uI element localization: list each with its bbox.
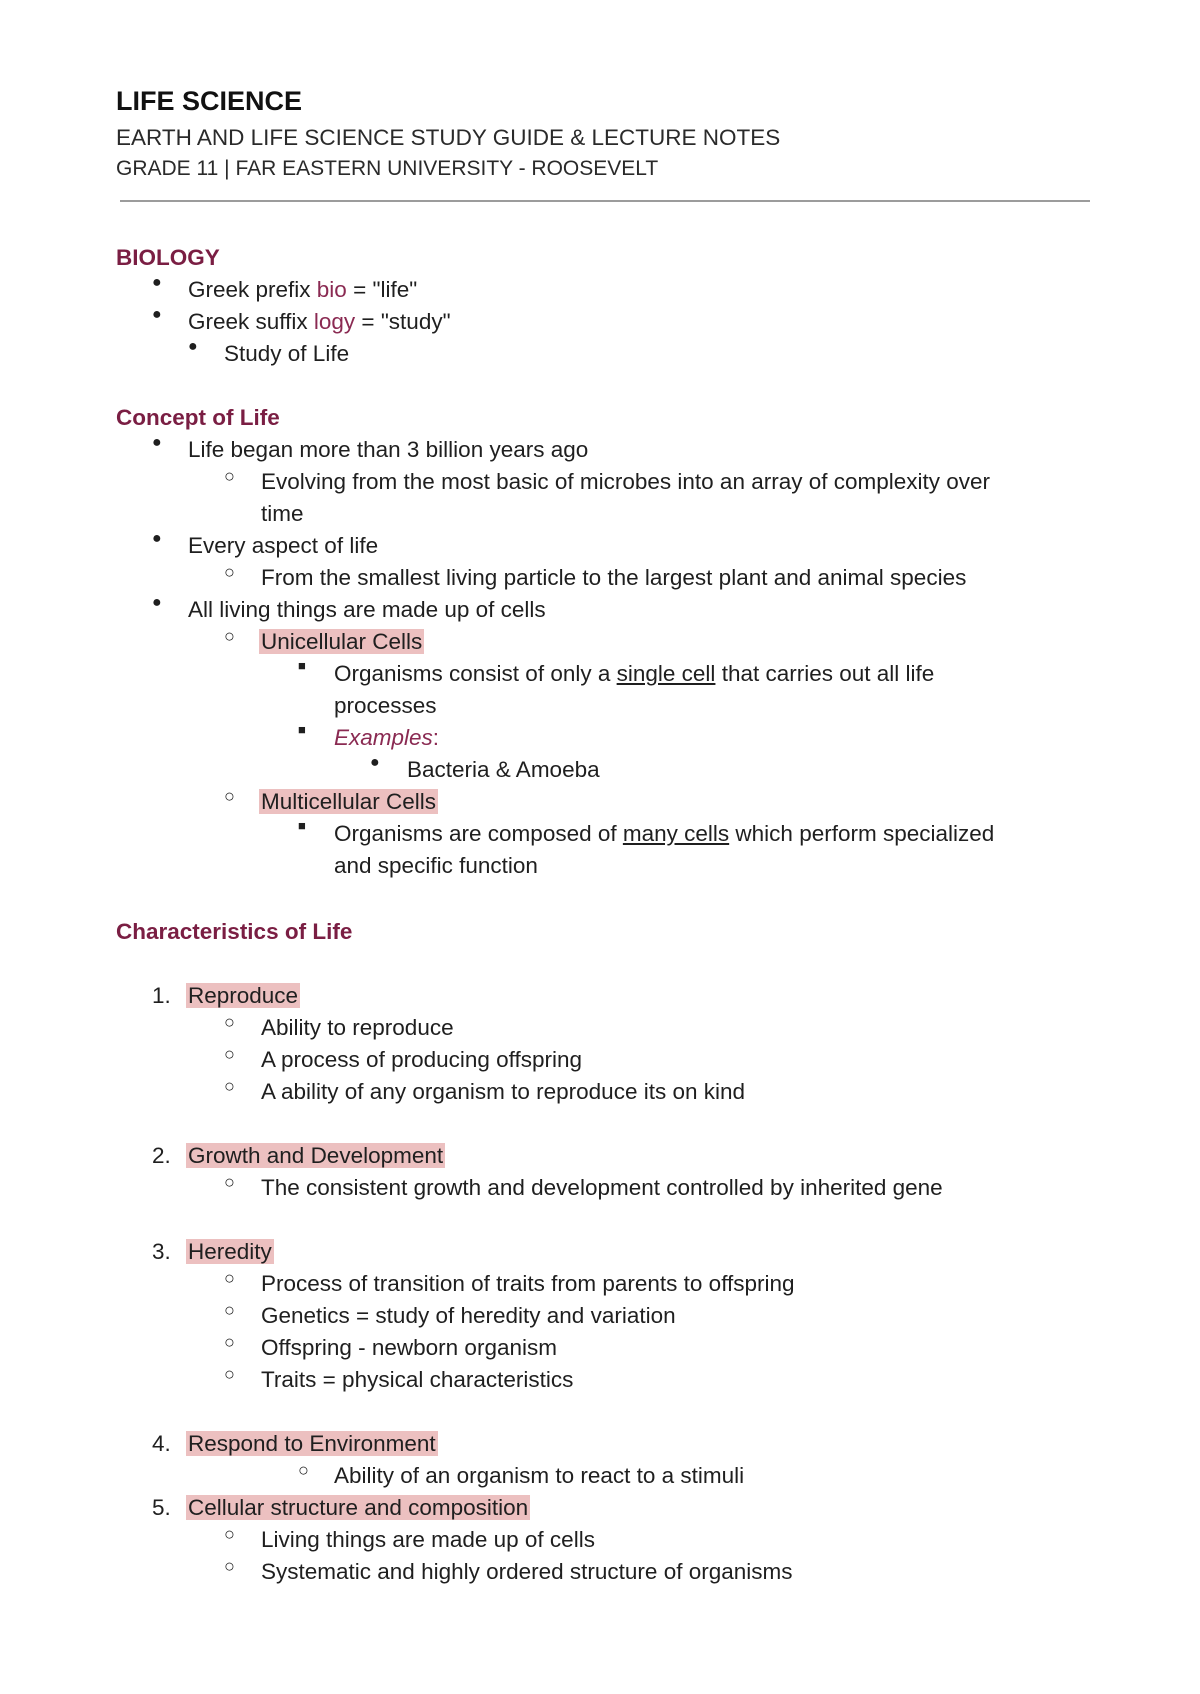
- list-item: Process of transition of traits from parents to offspring: [261, 1271, 795, 1296]
- list-item: [186, 980, 300, 1012]
- list-item: [186, 1428, 438, 1460]
- list-item: The consistent growth and development controlled by inherited gene: [261, 1175, 943, 1200]
- header-divider: [120, 200, 1090, 202]
- highlight-cellular: Cellular structure and composition: [188, 1495, 529, 1520]
- list-item: Offspring - newborn organism: [261, 1335, 557, 1360]
- underline-many-cells: many cells: [622, 821, 730, 846]
- bullet-circle-icon: ○: [224, 1044, 235, 1064]
- bullet-disc-icon: ●: [188, 338, 198, 355]
- bullet-circle-icon: ○: [224, 1332, 235, 1352]
- list-item: [186, 1492, 530, 1524]
- list-item: Greek suffix logy = "study": [188, 309, 451, 334]
- bullet-circle-icon: ○: [224, 1300, 235, 1320]
- list-item-continuation: time: [261, 501, 304, 526]
- list-number: 5.: [152, 1495, 171, 1520]
- list-item: Traits = physical characteristics: [261, 1367, 574, 1392]
- document-subtitle: EARTH AND LIFE SCIENCE STUDY GUIDE & LECTURE NOTES: [116, 125, 781, 150]
- list-item: Organisms consist of only a single cell that carries out all life: [334, 661, 935, 686]
- bullet-circle-icon: ○: [224, 466, 235, 486]
- list-item: Ability of an organism to react to a stimuli: [334, 1463, 745, 1488]
- highlight-growth: Growth and Development: [188, 1143, 444, 1168]
- list-item: Every aspect of life: [188, 533, 379, 558]
- highlight-reproduce: Reproduce: [188, 983, 299, 1008]
- section-heading-biology: BIOLOGY: [116, 245, 220, 270]
- bullet-circle-icon: ○: [224, 562, 235, 582]
- list-item: A ability of any organism to reproduce its on kind: [261, 1079, 746, 1104]
- highlight-heredity: Heredity: [188, 1239, 272, 1264]
- list-item-continuation: processes: [334, 693, 437, 718]
- list-number: 1.: [152, 983, 171, 1008]
- list-item: [186, 1140, 445, 1172]
- bullet-disc-icon: ●: [370, 754, 380, 771]
- underline-single-cell: single cell: [616, 661, 716, 686]
- section-heading-characteristics: Characteristics of Life: [116, 919, 353, 944]
- list-number: 4.: [152, 1431, 171, 1456]
- document-meta: GRADE 11 | FAR EASTERN UNIVERSITY - ROOSEVELT: [116, 157, 659, 180]
- term-bio: bio: [316, 277, 347, 302]
- list-item: Evolving from the most basic of microbes into an array of complexity over: [261, 469, 991, 494]
- list-item: Study of Life: [224, 341, 350, 366]
- list-number: 3.: [152, 1239, 171, 1264]
- list-item: From the smallest living particle to the largest plant and animal species: [261, 565, 967, 590]
- bullet-circle-icon: ○: [224, 1524, 235, 1544]
- list-item: Systematic and highly ordered structure of organisms: [261, 1559, 793, 1584]
- bullet-disc-icon: ●: [152, 594, 162, 611]
- bullet-circle-icon: ○: [298, 1460, 309, 1480]
- list-item: Examples:: [334, 725, 440, 750]
- list-item: Living things are made up of cells: [261, 1527, 595, 1552]
- highlight-unicellular: Unicellular Cells: [261, 629, 423, 654]
- bullet-square-icon: ■: [298, 722, 306, 737]
- term-logy: logy: [313, 309, 356, 334]
- list-item: Ability to reproduce: [261, 1015, 454, 1040]
- bullet-square-icon: ■: [298, 818, 306, 833]
- list-item: Genetics = study of heredity and variation: [261, 1303, 676, 1328]
- highlight-multicellular: Multicellular Cells: [261, 789, 437, 814]
- section-heading-concept: Concept of Life: [116, 405, 280, 430]
- bullet-circle-icon: ○: [224, 1556, 235, 1576]
- list-item: [186, 1236, 274, 1268]
- document-title: LIFE SCIENCE: [116, 86, 303, 116]
- bullet-square-icon: ■: [298, 658, 306, 673]
- bullet-circle-icon: ○: [224, 786, 235, 806]
- bullet-disc-icon: ●: [152, 274, 162, 291]
- list-item-continuation: and specific function: [334, 853, 538, 878]
- bullet-circle-icon: ○: [224, 1012, 235, 1032]
- list-item: All living things are made up of cells: [188, 597, 546, 622]
- list-item: Organisms are composed of many cells which perform specialized: [334, 821, 995, 846]
- bullet-circle-icon: ○: [224, 1364, 235, 1384]
- bullet-disc-icon: ●: [152, 530, 162, 547]
- list-item: [259, 786, 438, 818]
- list-item: Life began more than 3 billion years ago: [188, 437, 589, 462]
- list-item: [259, 626, 424, 658]
- list-item: Bacteria & Amoeba: [407, 757, 600, 782]
- bullet-circle-icon: ○: [224, 626, 235, 646]
- examples-label: Examples: [334, 725, 433, 750]
- bullet-circle-icon: ○: [224, 1076, 235, 1096]
- bullet-circle-icon: ○: [224, 1268, 235, 1288]
- bullet-circle-icon: ○: [224, 1172, 235, 1192]
- list-number: 2.: [152, 1143, 171, 1168]
- bullet-disc-icon: ●: [152, 434, 162, 451]
- bullet-disc-icon: ●: [152, 306, 162, 323]
- list-item: A process of producing offspring: [261, 1047, 583, 1072]
- list-item: Greek prefix bio = "life": [188, 277, 418, 302]
- highlight-respond: Respond to Environment: [188, 1431, 436, 1456]
